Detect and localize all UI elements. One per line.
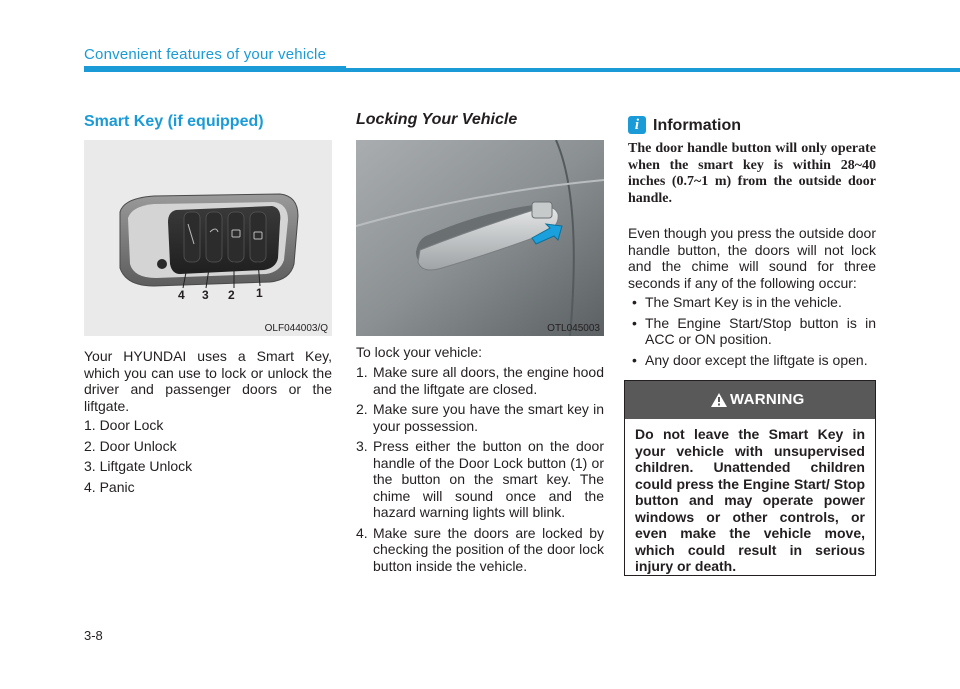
section-title: Convenient features of your vehicle bbox=[84, 46, 327, 63]
information-conditions bbox=[628, 294, 876, 372]
list-item bbox=[356, 364, 604, 397]
page-number: 3-8 bbox=[84, 628, 103, 643]
bullet-text: The Engine Start/Stop button is in ACC or ON position. bbox=[645, 314, 876, 347]
step-text: Press either the button on the door handle of the Door Lock button (1) or the button on the smart key. The chime will sound once and the hazard warning lights will blink. bbox=[373, 438, 604, 520]
bullet-icon: • bbox=[632, 314, 637, 331]
information-note: The door handle button will only operate when the smart key is within 28~40 inches (0.7~1 m) from the outside door handle. bbox=[628, 141, 876, 206]
step-number: 4. bbox=[356, 524, 368, 541]
information-icon: i bbox=[628, 116, 646, 134]
list-item: 4. Panic bbox=[84, 478, 135, 495]
step-text: Make sure the doors are locked by checking the position of the door lock button inside the vehicle. bbox=[373, 524, 604, 574]
list-item: 1. Door Lock bbox=[84, 417, 164, 433]
warning-header bbox=[625, 381, 875, 419]
bullet-text: Any door except the liftgate is open. bbox=[645, 351, 868, 368]
step-number: 3. bbox=[356, 438, 368, 454]
locking-heading: Locking Your Vehicle bbox=[356, 111, 518, 128]
list-item bbox=[356, 525, 604, 575]
figure-label-2: 2 bbox=[228, 288, 235, 302]
step-number: 1. bbox=[356, 364, 368, 380]
list-item bbox=[628, 294, 876, 311]
warning-triangle-icon bbox=[711, 393, 727, 407]
list-item: 3. Liftgate Unlock bbox=[84, 458, 193, 474]
bullet-text: The Smart Key is in the vehicle. bbox=[645, 294, 842, 310]
figure-label-1: 1 bbox=[256, 286, 263, 300]
smart-key-button-list bbox=[84, 415, 192, 497]
list-item bbox=[356, 438, 604, 521]
smart-key-fob-illustration bbox=[84, 140, 332, 336]
step-text: Make sure you have the smart key in your possession. bbox=[373, 401, 604, 434]
warning-box bbox=[624, 380, 876, 576]
list-item bbox=[628, 352, 876, 369]
header-rule-accent bbox=[84, 66, 346, 72]
locking-steps bbox=[356, 364, 604, 578]
door-handle-illustration bbox=[356, 140, 604, 336]
figure-code: OLF044003/Q bbox=[264, 323, 328, 334]
bullet-icon: • bbox=[632, 294, 637, 310]
door-handle-figure bbox=[356, 140, 604, 336]
smart-key-description: Your HYUNDAI uses a Smart Key, which you can use to lock or unlock the driver and passenger doors or the liftgate. bbox=[84, 348, 332, 414]
warning-label: WARNING bbox=[730, 391, 805, 408]
smart-key-figure bbox=[84, 140, 332, 336]
list-item bbox=[628, 315, 876, 348]
locking-intro: To lock your vehicle: bbox=[356, 344, 483, 360]
warning-text: Do not leave the Smart Key in your vehicle with unsupervised children. Unattended children could press the Engine Start/ Stop button and may operate power windows or other controls, or even make the vehicle move, which could result in serious injury or death. bbox=[635, 426, 865, 574]
list-item bbox=[356, 401, 604, 434]
step-text: Make sure all doors, the engine hood and the liftgate are closed. bbox=[373, 364, 604, 397]
figure-code: OTL045003 bbox=[547, 323, 600, 334]
list-item: 2. Door Unlock bbox=[84, 437, 177, 454]
figure-label-4: 4 bbox=[178, 288, 185, 302]
bullet-icon: • bbox=[632, 351, 637, 368]
information-title: Information bbox=[653, 117, 741, 134]
information-body: Even though you press the outside door handle button, the doors will not lock and the chime will sound for three seconds if any of the following occur: bbox=[628, 225, 876, 291]
smart-key-heading: Smart Key (if equipped) bbox=[84, 113, 264, 130]
figure-label-3: 3 bbox=[202, 288, 209, 302]
step-number: 2. bbox=[356, 401, 368, 417]
